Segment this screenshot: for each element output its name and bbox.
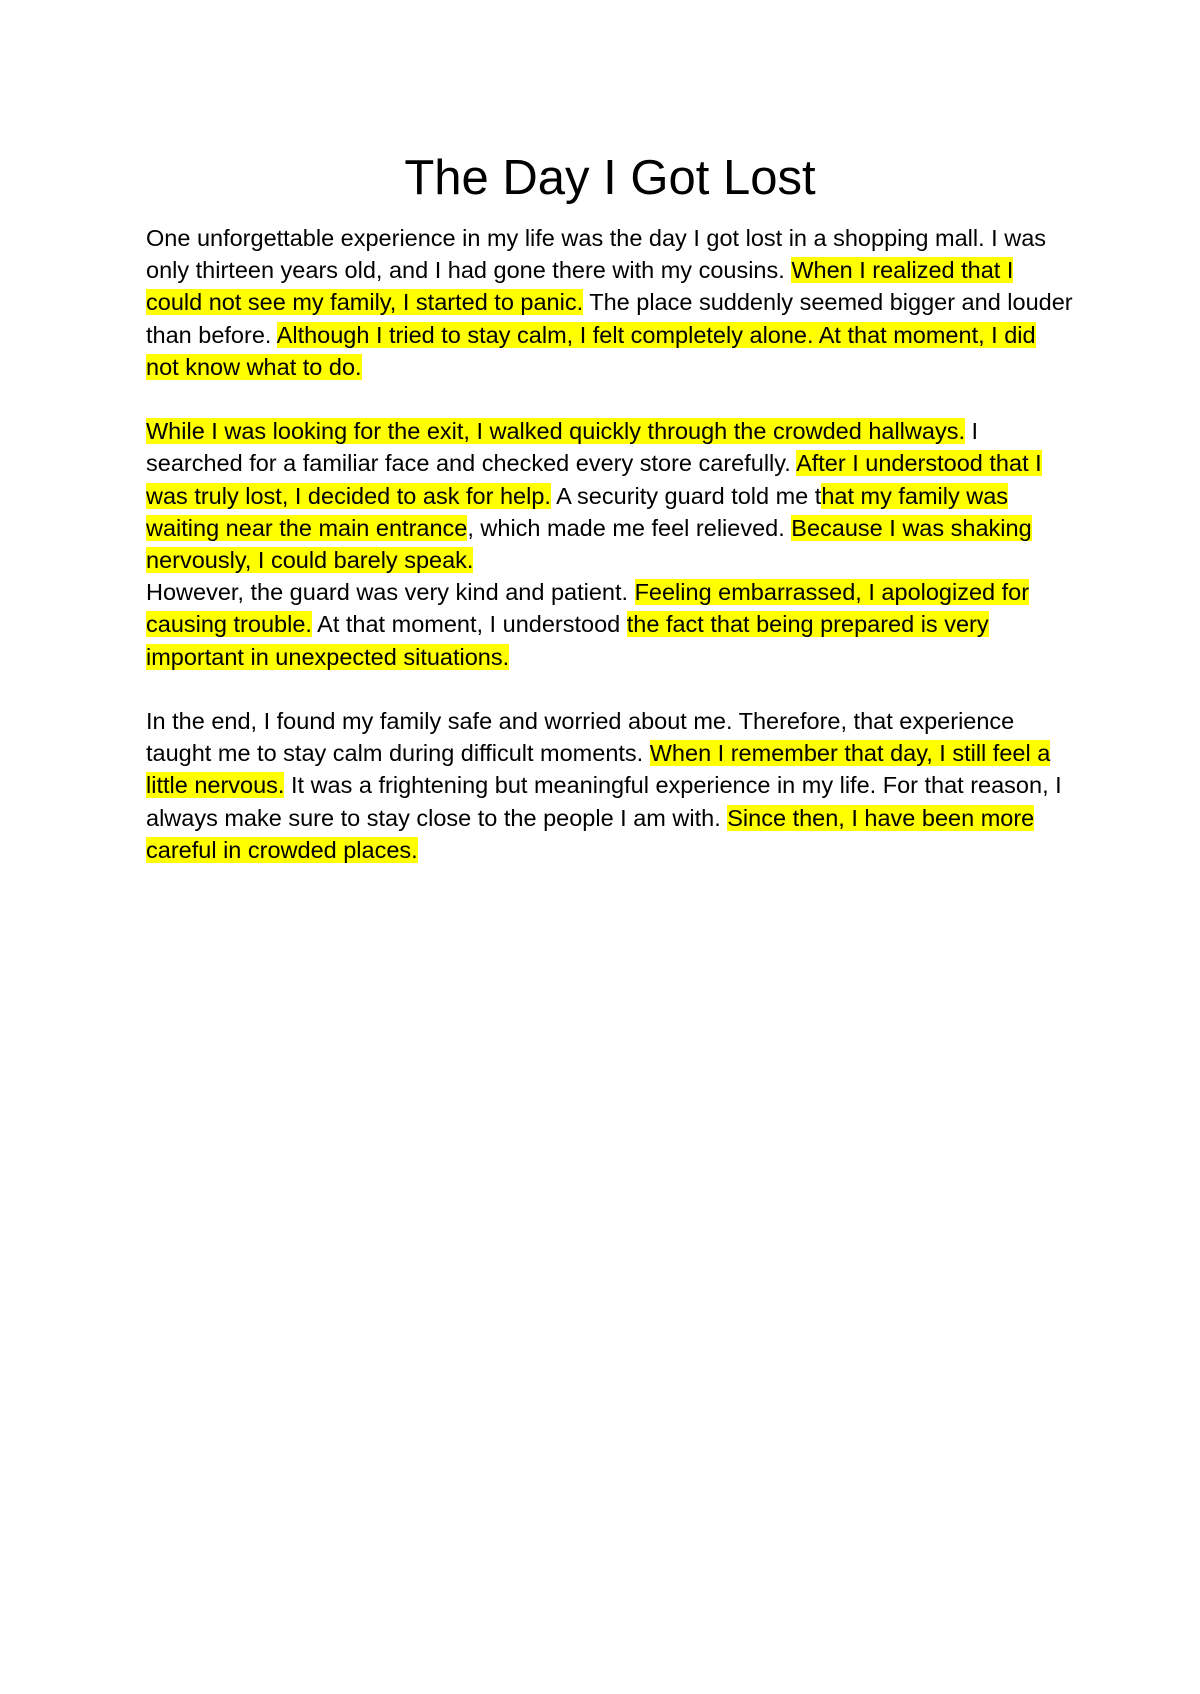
body-text: However, the guard was very kind and patient. — [146, 579, 635, 606]
paragraph-gap — [146, 383, 1074, 415]
highlighted-text: Because I was shaking nervously, I could barely speak. — [146, 514, 1032, 574]
highlighted-text: While I was looking for the exit, I walked quickly through the crowded hallways. — [146, 418, 965, 445]
body-text: In the end, I found my family safe and worried about me. Therefore, that experience taught me to stay calm during difficult moments. — [146, 708, 1015, 767]
paragraph — [146, 576, 1074, 673]
paragraph — [146, 415, 1074, 576]
highlighted-text: the fact that being prepared is very important in unexpected situations. — [146, 611, 989, 670]
highlighted-text: After I understood that I was truly lost, I decided to ask for help. — [146, 450, 1042, 509]
body-text: A security guard told me t — [550, 482, 822, 509]
body-text: The place suddenly seemed bigger and louder than before. — [146, 289, 1073, 348]
highlighted-text: When I remember that day, I still feel a little nervous. — [146, 740, 1051, 799]
body-text: At that moment, I understood — [311, 611, 627, 638]
document-title: The Day I Got Lost — [404, 151, 816, 205]
body-text: It was a frightening but meaningful experience in my life. For that reason, I always make sure to stay close to the people I am with. — [146, 772, 1062, 831]
highlighted-text: Since then, I have been more careful in crowded places. — [146, 804, 1035, 863]
body-text: I searched for a familiar face and checked every store carefully. — [146, 418, 979, 477]
highlighted-text: Feeling embarrassed, I apologized for causing trouble. — [146, 579, 1030, 638]
highlighted-text: hat my family was waiting near the main entrance — [146, 482, 1009, 541]
body-text: , which made me feel relieved. — [467, 514, 792, 541]
paragraph — [146, 705, 1074, 866]
highlighted-text: Although I tried to stay calm, I felt completely alone. At that moment, I did not know what to do. — [146, 321, 1036, 380]
highlighted-text: When I realized that I could not see my family, I started to panic. — [146, 257, 1014, 316]
paragraph — [146, 222, 1074, 383]
document-page — [146, 148, 1074, 866]
document-body — [146, 222, 1074, 866]
body-text: One unforgettable experience in my life was the day I got lost in a shopping mall. I was only thirteen years old, and I had gone there with my cousins. — [146, 225, 1047, 284]
paragraph-gap — [146, 673, 1074, 705]
